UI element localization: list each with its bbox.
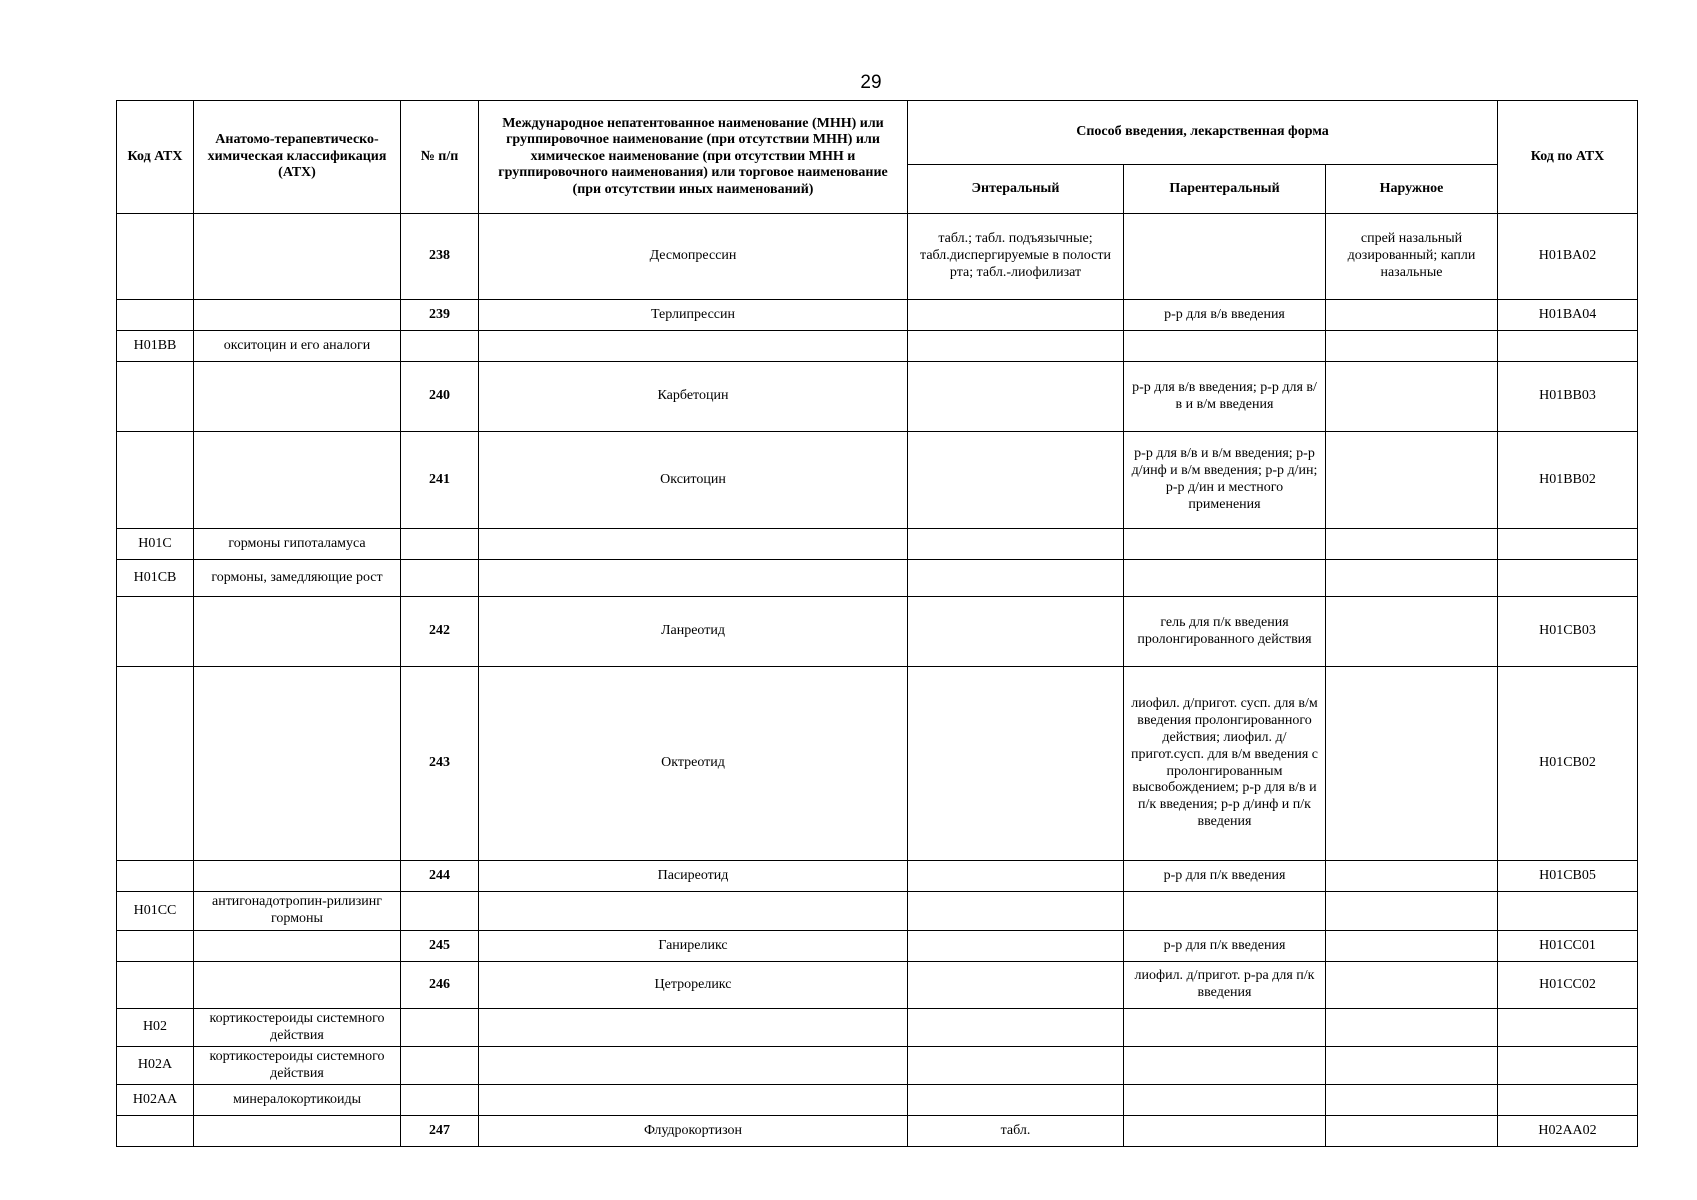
- cell-classification: [194, 962, 401, 1009]
- cell-code-atx: [117, 1116, 194, 1147]
- cell-external: [1326, 1116, 1498, 1147]
- cell-code-by-atx: [1498, 331, 1638, 362]
- cell-parenteral: лиофил. д/пригот. сусп. для в/м введения пролонгированного действия; лиофил. д/пригот.сусп. для в/м введения с пролонгированным высвобождением; р-р для в/в и п/к введения; р-р д/инф и п/к введения: [1124, 667, 1326, 861]
- cell-name: Октреотид: [479, 667, 908, 861]
- cell-code-atx: [117, 667, 194, 861]
- table-row: [117, 1047, 1638, 1085]
- cell-code-atx: [117, 300, 194, 331]
- cell-number: 240: [401, 362, 479, 432]
- header-enteral: Энтеральный: [908, 165, 1124, 214]
- cell-number: 245: [401, 931, 479, 962]
- cell-classification: кортикостероиды системного действия: [194, 1009, 401, 1047]
- cell-code-by-atx: H01CB02: [1498, 667, 1638, 861]
- cell-name: Окситоцин: [479, 432, 908, 529]
- cell-number: [401, 892, 479, 931]
- cell-parenteral: [1124, 529, 1326, 560]
- cell-external: [1326, 861, 1498, 892]
- cell-number: 247: [401, 1116, 479, 1147]
- cell-code-by-atx: [1498, 560, 1638, 597]
- cell-code-by-atx: H02AA02: [1498, 1116, 1638, 1147]
- cell-enteral: [908, 1047, 1124, 1085]
- cell-external: [1326, 432, 1498, 529]
- atx-table: [116, 100, 1638, 1147]
- cell-code-atx: H01BB: [117, 331, 194, 362]
- table-body: [117, 214, 1638, 1147]
- cell-parenteral: [1124, 1085, 1326, 1116]
- cell-enteral: [908, 667, 1124, 861]
- cell-code-atx: H01CC: [117, 892, 194, 931]
- cell-code-atx: H02: [117, 1009, 194, 1047]
- cell-enteral: [908, 300, 1124, 331]
- cell-parenteral: [1124, 892, 1326, 931]
- header-code-by-atx: Код по АТХ: [1498, 101, 1638, 214]
- table-row: [117, 861, 1638, 892]
- table-row: [117, 300, 1638, 331]
- cell-number: [401, 1009, 479, 1047]
- table-row: [117, 962, 1638, 1009]
- cell-name: Ланреотид: [479, 597, 908, 667]
- cell-code-atx: [117, 861, 194, 892]
- table-row: [117, 597, 1638, 667]
- cell-enteral: табл.: [908, 1116, 1124, 1147]
- cell-code-atx: [117, 432, 194, 529]
- header-classification: Анатомо-терапевтическо-химическая классификация (АТХ): [194, 101, 401, 214]
- header-external: Наружное: [1326, 165, 1498, 214]
- cell-number: 243: [401, 667, 479, 861]
- cell-name: [479, 1009, 908, 1047]
- cell-external: [1326, 560, 1498, 597]
- header-code-atx: Код АТХ: [117, 101, 194, 214]
- cell-external: [1326, 1047, 1498, 1085]
- cell-code-atx: [117, 214, 194, 300]
- cell-external: [1326, 331, 1498, 362]
- cell-parenteral: [1124, 1009, 1326, 1047]
- cell-code-atx: [117, 597, 194, 667]
- cell-classification: минералокортикоиды: [194, 1085, 401, 1116]
- cell-enteral: [908, 931, 1124, 962]
- table-row: [117, 529, 1638, 560]
- cell-code-atx: H02AA: [117, 1085, 194, 1116]
- cell-parenteral: [1124, 214, 1326, 300]
- cell-number: [401, 529, 479, 560]
- cell-external: [1326, 597, 1498, 667]
- cell-classification: [194, 300, 401, 331]
- cell-external: [1326, 300, 1498, 331]
- cell-classification: окситоцин и его аналоги: [194, 331, 401, 362]
- cell-parenteral: [1124, 331, 1326, 362]
- cell-enteral: [908, 560, 1124, 597]
- cell-number: 239: [401, 300, 479, 331]
- cell-classification: [194, 597, 401, 667]
- cell-name: Цетрореликс: [479, 962, 908, 1009]
- cell-number: 242: [401, 597, 479, 667]
- cell-number: [401, 331, 479, 362]
- cell-classification: гормоны, замедляющие рост: [194, 560, 401, 597]
- cell-code-atx: H01C: [117, 529, 194, 560]
- cell-code-by-atx: H01CB03: [1498, 597, 1638, 667]
- cell-name: [479, 560, 908, 597]
- header-parenteral: Парентеральный: [1124, 165, 1326, 214]
- cell-name: Пасиреотид: [479, 861, 908, 892]
- cell-parenteral: р-р для п/к введения: [1124, 861, 1326, 892]
- cell-code-atx: [117, 962, 194, 1009]
- cell-code-atx: H01CB: [117, 560, 194, 597]
- cell-classification: [194, 861, 401, 892]
- cell-parenteral: лиофил. д/пригот. р-ра для п/к введения: [1124, 962, 1326, 1009]
- cell-enteral: [908, 892, 1124, 931]
- cell-code-by-atx: [1498, 1047, 1638, 1085]
- cell-external: [1326, 892, 1498, 931]
- table-row: [117, 667, 1638, 861]
- table-header: [117, 101, 1638, 214]
- cell-parenteral: [1124, 560, 1326, 597]
- cell-number: [401, 560, 479, 597]
- cell-code-by-atx: [1498, 1009, 1638, 1047]
- cell-parenteral: р-р для в/в введения; р-р для в/в и в/м введения: [1124, 362, 1326, 432]
- cell-code-by-atx: H01CB05: [1498, 861, 1638, 892]
- cell-external: спрей назальный дозированный; капли назальные: [1326, 214, 1498, 300]
- header-name: Международное непатентованное наименование (МНН) или группировочное наименование (при отсутствии МНН) или химическое наименование (при отсутствии МНН и группировочного наименования) или торговое наименование (при отсутствии иных наименований): [479, 101, 908, 214]
- cell-external: [1326, 667, 1498, 861]
- cell-code-by-atx: H01BB02: [1498, 432, 1638, 529]
- header-number: № п/п: [401, 101, 479, 214]
- cell-number: 238: [401, 214, 479, 300]
- cell-external: [1326, 1009, 1498, 1047]
- table-row: [117, 931, 1638, 962]
- cell-number: 244: [401, 861, 479, 892]
- cell-parenteral: [1124, 1047, 1326, 1085]
- cell-name: Ганиреликс: [479, 931, 908, 962]
- cell-classification: антигонадотропин-рилизинг гормоны: [194, 892, 401, 931]
- cell-external: [1326, 931, 1498, 962]
- cell-name: [479, 1047, 908, 1085]
- cell-code-atx: [117, 931, 194, 962]
- table-row: [117, 892, 1638, 931]
- cell-parenteral: р-р для в/в введения: [1124, 300, 1326, 331]
- cell-enteral: [908, 861, 1124, 892]
- cell-external: [1326, 362, 1498, 432]
- table-row: [117, 214, 1638, 300]
- cell-external: [1326, 962, 1498, 1009]
- cell-parenteral: р-р для в/в и в/м введения; р-р д/инф и в/м введения; р-р д/ин; р-р д/ин и местного применения: [1124, 432, 1326, 529]
- cell-number: 241: [401, 432, 479, 529]
- cell-code-atx: H02A: [117, 1047, 194, 1085]
- cell-name: Десмопрессин: [479, 214, 908, 300]
- page-number: 29: [860, 72, 882, 93]
- cell-classification: гормоны гипоталамуса: [194, 529, 401, 560]
- cell-enteral: [908, 962, 1124, 1009]
- cell-name: [479, 331, 908, 362]
- cell-external: [1326, 529, 1498, 560]
- cell-number: [401, 1085, 479, 1116]
- cell-name: Терлипрессин: [479, 300, 908, 331]
- cell-code-by-atx: H01BB03: [1498, 362, 1638, 432]
- cell-external: [1326, 1085, 1498, 1116]
- cell-name: Флудрокортизон: [479, 1116, 908, 1147]
- cell-name: Карбетоцин: [479, 362, 908, 432]
- cell-classification: [194, 362, 401, 432]
- cell-enteral: [908, 597, 1124, 667]
- cell-code-by-atx: H01BA04: [1498, 300, 1638, 331]
- cell-classification: [194, 1116, 401, 1147]
- cell-name: [479, 1085, 908, 1116]
- table-row: [117, 1009, 1638, 1047]
- cell-code-by-atx: [1498, 892, 1638, 931]
- cell-code-by-atx: H01BA02: [1498, 214, 1638, 300]
- cell-classification: [194, 432, 401, 529]
- cell-parenteral: р-р для п/к введения: [1124, 931, 1326, 962]
- table-row: [117, 362, 1638, 432]
- header-route-group: Способ введения, лекарственная форма: [908, 101, 1498, 165]
- cell-parenteral: [1124, 1116, 1326, 1147]
- cell-code-by-atx: [1498, 1085, 1638, 1116]
- cell-enteral: [908, 529, 1124, 560]
- cell-enteral: [908, 331, 1124, 362]
- cell-number: 246: [401, 962, 479, 1009]
- cell-classification: [194, 667, 401, 861]
- cell-name: [479, 529, 908, 560]
- cell-code-by-atx: [1498, 529, 1638, 560]
- table-row: [117, 560, 1638, 597]
- cell-classification: кортикостероиды системного действия: [194, 1047, 401, 1085]
- cell-code-by-atx: H01CC01: [1498, 931, 1638, 962]
- cell-classification: [194, 931, 401, 962]
- cell-number: [401, 1047, 479, 1085]
- cell-enteral: табл.; табл. подъязычные; табл.диспергируемые в полости рта; табл.-лиофилизат: [908, 214, 1124, 300]
- cell-enteral: [908, 362, 1124, 432]
- table-row: [117, 1085, 1638, 1116]
- cell-code-atx: [117, 362, 194, 432]
- cell-classification: [194, 214, 401, 300]
- cell-enteral: [908, 1009, 1124, 1047]
- table-row: [117, 432, 1638, 529]
- cell-parenteral: гель для п/к введения пролонгированного действия: [1124, 597, 1326, 667]
- table-row: [117, 1116, 1638, 1147]
- cell-enteral: [908, 1085, 1124, 1116]
- cell-code-by-atx: H01CC02: [1498, 962, 1638, 1009]
- table-row: [117, 331, 1638, 362]
- cell-enteral: [908, 432, 1124, 529]
- cell-name: [479, 892, 908, 931]
